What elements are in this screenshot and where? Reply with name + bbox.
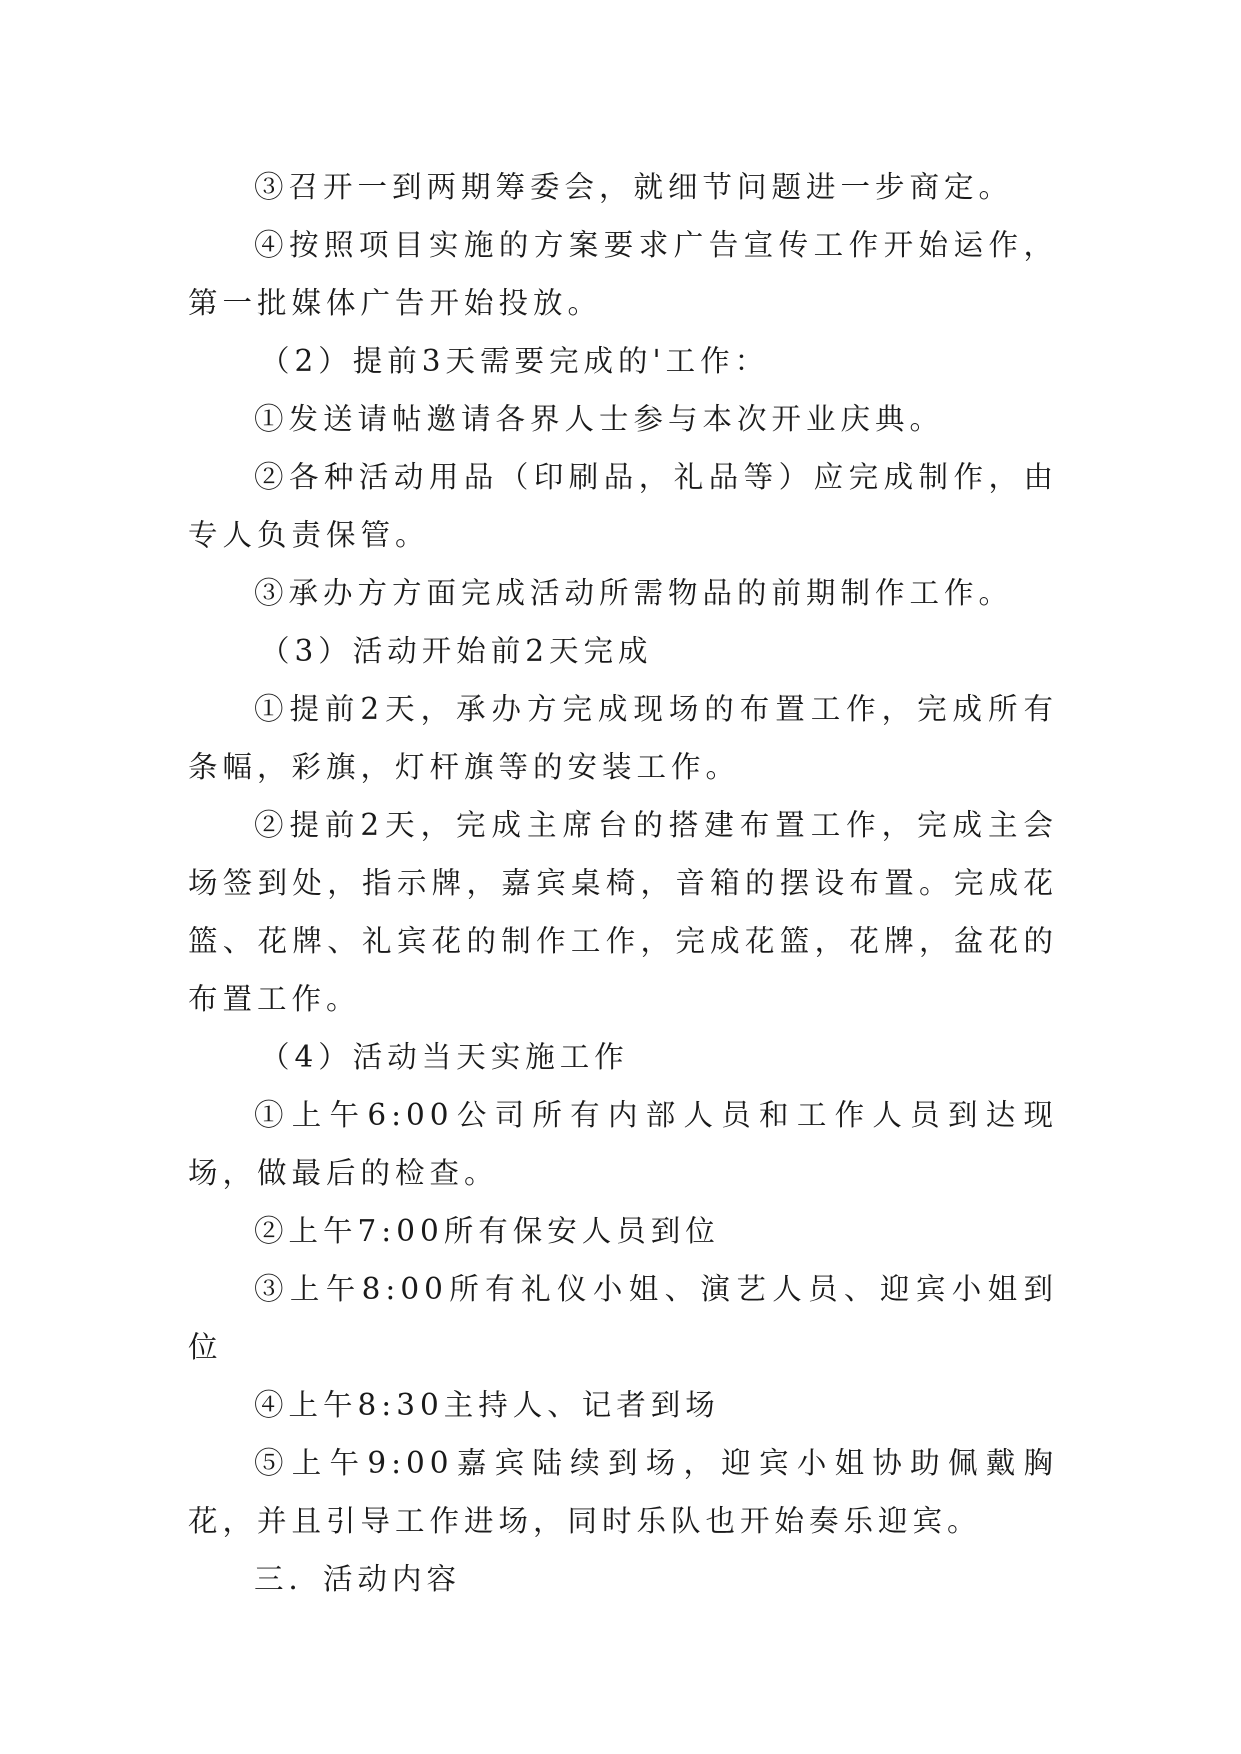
subsection-heading: （3）活动开始前2天完成 <box>260 634 653 668</box>
list-item: ④按照项目实施的方案要求广告宣传工作开始运作，第一批媒体广告开始投放。 <box>188 228 1058 320</box>
subsection-heading: （2）提前3天需要完成的'工作： <box>260 344 770 378</box>
list-item: ②上午7:00所有保安人员到位 <box>254 1214 720 1248</box>
list-item: ①提前2天，承办方完成现场的布置工作，完成所有条幅，彩旗，灯杆旗等的安装工作。 <box>188 692 1058 784</box>
list-item: ①发送请帖邀请各界人士参与本次开业庆典。 <box>254 402 945 436</box>
list-item: ④上午8:30主持人、记者到场 <box>254 1388 720 1422</box>
list-item: ③召开一到两期筹委会，就细节问题进一步商定。 <box>254 170 1014 204</box>
subsection-heading: （4）活动当天实施工作 <box>260 1040 629 1074</box>
list-item: ②提前2天，完成主席台的搭建布置工作，完成主会场签到处，指示牌，嘉宾桌椅，音箱的摆设布置。完成花篮、花牌、礼宾花的制作工作，完成花篮，花牌，盆花的布置工作。 <box>188 808 1058 1016</box>
list-item: ③承办方方面完成活动所需物品的前期制作工作。 <box>254 576 1014 610</box>
list-item: ③上午8:00所有礼仪小姐、演艺人员、迎宾小姐到位 <box>188 1272 1058 1364</box>
section-heading: 三．活动内容 <box>254 1562 462 1596</box>
list-item: ②各种活动用品（印刷品，礼品等）应完成制作，由专人负责保管。 <box>188 460 1058 552</box>
document-body <box>188 158 1058 1608</box>
list-item: ⑤上午9:00嘉宾陆续到场，迎宾小姐协助佩戴胸花，并且引导工作进场，同时乐队也开始奏乐迎宾。 <box>188 1446 1058 1538</box>
list-item: ①上午6:00公司所有内部人员和工作人员到达现场，做最后的检查。 <box>188 1098 1058 1190</box>
